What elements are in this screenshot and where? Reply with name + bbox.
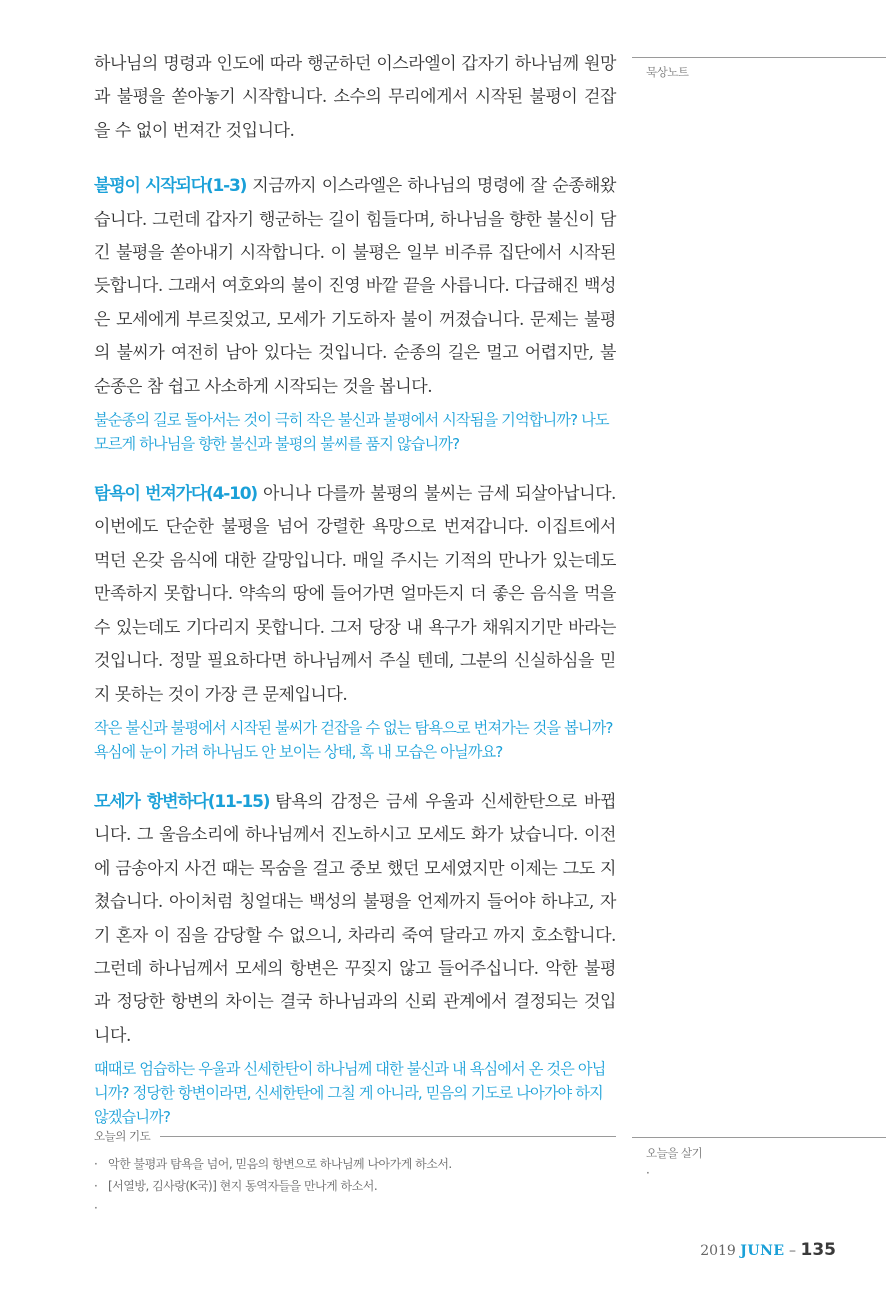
today-bullet-icon: · bbox=[646, 1166, 650, 1180]
section-1 bbox=[94, 170, 616, 456]
today-label: 오늘을 살기 bbox=[646, 1146, 703, 1160]
reflection-question: 작은 불신과 불평에서 시작된 불씨가 걷잡을 수 없는 탐욕으로 번져가는 것을 봅니까? 욕심에 눈이 가려 하나님도 안 보이는 상태, 혹 내 모습은 아닐까요? bbox=[94, 718, 613, 761]
prayer-item: · 악한 불평과 탐욕을 넘어, 믿음의 항변으로 하나님께 나아가게 하소서. bbox=[94, 1153, 616, 1175]
reflection-question: 불순종의 길로 돌아서는 것이 극히 작은 불신과 불평에서 시작됨을 기억합니까? 나도 모르게 하나님을 향한 불신과 불평의 불씨를 품지 않습니까? bbox=[94, 411, 609, 454]
prayer-title: 오늘의 기도 bbox=[94, 1129, 151, 1143]
section-heading: 모세가 항변하다(11-15) bbox=[94, 791, 270, 812]
prayer-item: · [서열방, 김사랑(K국)] 현지 동역자들을 만나게 하소서. bbox=[94, 1175, 616, 1197]
prayer-item bbox=[94, 1197, 616, 1219]
today-rule bbox=[632, 1137, 886, 1138]
section-body-text: 아니나 다를까 불평의 불씨는 금세 되살아납니다. 이번에도 단순한 불평을 넘어 강렬한 욕망으로 번져갑니다. 이집트에서 먹던 온갖 음식에 대한 갈망입니다. 매일 주시는 기적의 만나가 있는데도 만족하지 못합니다. 약속의 땅에 들어가면 얼마든지 더 좋은 음식을 먹을 수 있는데도 기다리지 못합니다. 그저 당장 내 욕구가 채워지기만 바라는 것입니다. 정말 필요하다면 하나님께서 주실 텐데, 그분의 신실하심을 믿지 못하는 것이 가장 큰 문제입니다. bbox=[94, 484, 616, 705]
prayer-rule bbox=[160, 1136, 616, 1137]
section-2 bbox=[94, 478, 616, 764]
notes-label: 묵상노트 bbox=[646, 65, 689, 79]
section-body-text: 탐욕의 감정은 금세 우울과 신세한탄으로 바뀝니다. 그 울음소리에 하나님께서 진노하시고 모세도 화가 났습니다. 이전에 금송아지 사건 때는 목숨을 걸고 중보 했던 모세였지만 이제는 그도 지쳤습니다. 아이처럼 칭얼대는 백성의 불평을 언제까지 들어야 하냐고, 자기 혼자 이 짐을 감당할 수 없으니, 차라리 죽여 달라고 까지 호소합니다. 그런데 하나님께서 모세의 항변은 꾸짖지 않고 들어주십니다. 악한 불평과 정당한 항변의 차이는 결국 하나님과의 신뢰 관계에서 결정되는 것입니다. bbox=[94, 791, 616, 1046]
intro-paragraph: 하나님의 명령과 인도에 따라 행군하던 이스라엘이 갑자기 하나님께 원망과 불평을 쏟아놓기 시작합니다. 소수의 무리에게서 시작된 불평이 걷잡을 수 없이 번져간 것입니다. bbox=[94, 54, 616, 141]
reflection-question: 때때로 엄습하는 우울과 신세한탄이 하나님께 대한 불신과 내 욕심에서 온 것은 아닙니까? 정당한 항변이라면, 신세한탄에 그칠 게 아니라, 믿음의 기도로 나아가야 하지 않겠습니까? bbox=[94, 1060, 606, 1127]
footer-month: JUNE bbox=[740, 1243, 785, 1259]
prayer-list bbox=[94, 1153, 616, 1219]
page-number: 135 bbox=[800, 1240, 836, 1260]
meditation-column bbox=[94, 48, 616, 1129]
section-3 bbox=[94, 786, 616, 1129]
page-footer bbox=[700, 1240, 836, 1260]
bullet-icon: · bbox=[94, 1201, 98, 1215]
section-body-text: 지금까지 이스라엘은 하나님의 명령에 잘 순종해왔습니다. 그런데 갑자기 행군하는 길이 힘들다며, 하나님을 향한 불신이 담긴 불평을 쏟아내기 시작합니다. 이 불평은 일부 비주류 집단에서 시작된 듯합니다. 그래서 여호와의 불이 진영 바깥 끝을 사릅니다. 다급해진 백성은 모세에게 부르짖었고, 모세가 기도하자 불이 꺼졌습니다. 문제는 불평의 불씨가 여전히 남아 있다는 것입니다. 순종의 길은 멀고 어렵지만, 불순종은 참 쉽고 사소하게 시작되는 것을 봅니다. bbox=[94, 176, 616, 397]
bullet-icon: · bbox=[94, 1179, 98, 1193]
section-heading: 탐욕이 번져가다(4-10) bbox=[94, 484, 257, 505]
notes-rule bbox=[632, 57, 886, 58]
bullet-icon: · bbox=[94, 1157, 98, 1171]
footer-dash: – bbox=[789, 1243, 797, 1259]
footer-year: 2019 bbox=[700, 1243, 736, 1259]
prayer-block bbox=[94, 1128, 616, 1219]
section-heading: 불평이 시작되다(1-3) bbox=[94, 176, 247, 197]
